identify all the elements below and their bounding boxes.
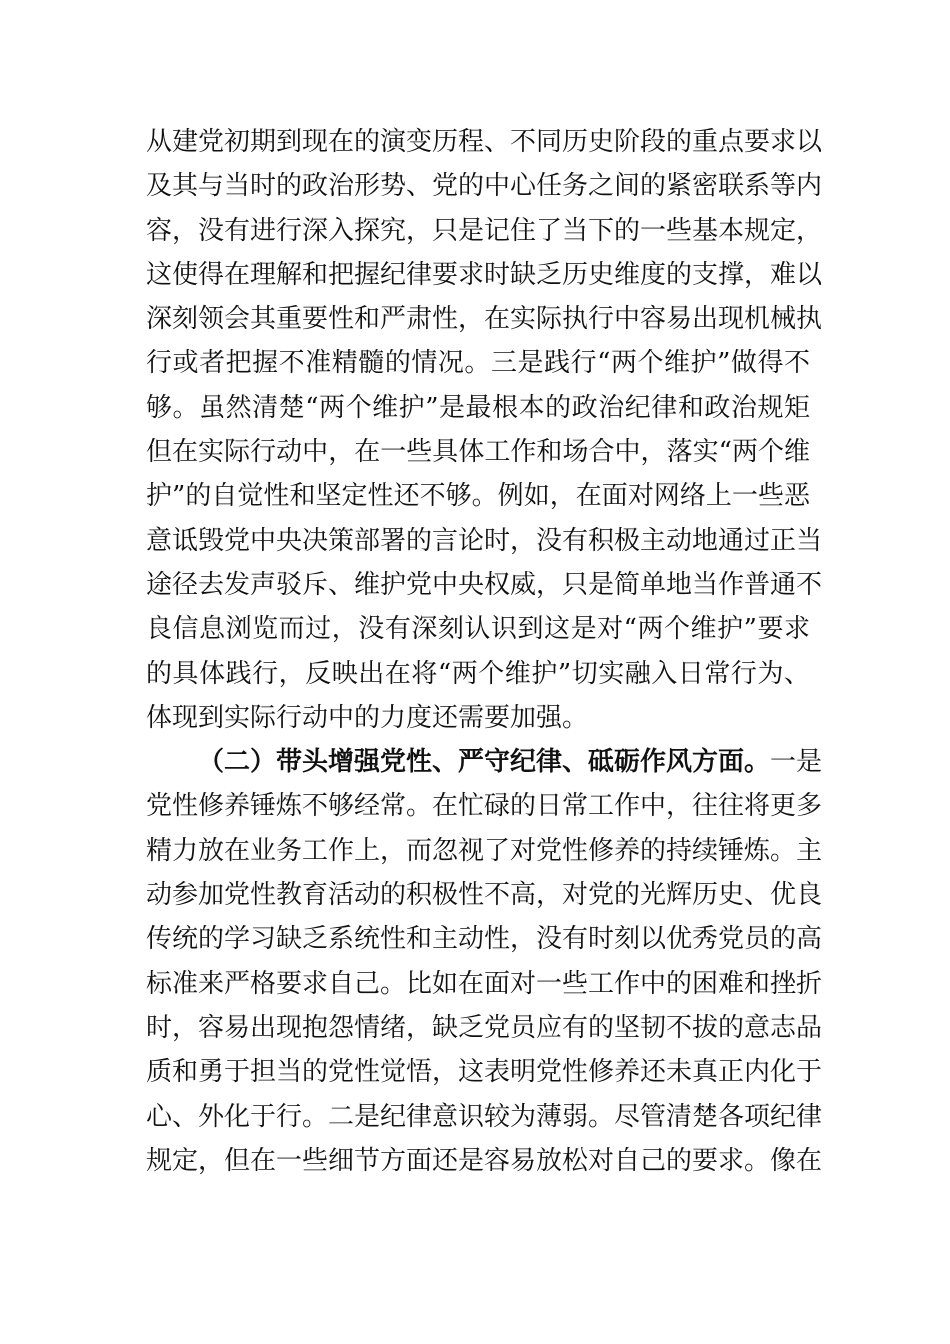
text-line: 规定，但在一些细节方面还是容易放松对自己的要求。像在 — [146, 1145, 823, 1176]
text-line: 途径去发声驳斥、维护党中央权威，只是简单地当作普通不 — [146, 569, 823, 600]
text-line: 良信息浏览而过，没有深刻认识到这是对“两个维护”要求 — [146, 614, 810, 645]
text-run: 一是 — [770, 747, 823, 778]
text-line: 的具体践行，反映出在将“两个维护”切实融入日常行为、 — [146, 658, 810, 689]
section-heading-line — [146, 740, 823, 784]
text-line: 够。虽然清楚“两个维护”是最根本的政治纪律和政治规矩 — [146, 392, 810, 423]
text-line: 从建党初期到现在的演变历程、不同历史阶段的重点要求以 — [146, 127, 823, 157]
document-body — [146, 120, 823, 1183]
text-line: 意诋毁党中央决策部署的言论时，没有积极主动地通过正当 — [146, 525, 823, 556]
text-line: 护”的自觉性和坚定性还不够。例如，在面对网络上一些恶 — [146, 481, 810, 512]
section-heading: （二）带头增强党性、严守纪律、砥砺作风方面。 — [198, 747, 771, 778]
text-line: 质和勇于担当的党性觉悟，这表明党性修养还未真正内化于 — [146, 1057, 823, 1088]
text-line: 标准来严格要求自己。比如在面对一些工作中的困难和挫折 — [146, 968, 823, 999]
text-line: 行或者把握不准精髓的情况。三是践行“两个维护”做得不 — [146, 348, 810, 379]
text-line: 时，容易出现抱怨情绪，缺乏党员应有的坚韧不拔的意志品 — [146, 1012, 823, 1043]
text-line: 动参加党性教育活动的积极性不高，对党的光辉历史、优良 — [146, 880, 823, 911]
text-line: 体现到实际行动中的力度还需要加强。 — [146, 702, 589, 733]
text-line: 传统的学习缺乏系统性和主动性，没有时刻以优秀党员的高 — [146, 924, 823, 955]
text-line: 心、外化于行。二是纪律意识较为薄弱。尽管清楚各项纪律 — [146, 1101, 823, 1132]
text-line: 党性修养锤炼不够经常。在忙碌的日常工作中，往往将更多 — [146, 791, 823, 822]
text-line: 但在实际行动中，在一些具体工作和场合中，落实“两个维 — [146, 437, 810, 468]
text-line: 这使得在理解和把握纪律要求时缺乏历史维度的支撑，难以 — [146, 259, 823, 290]
text-line: 精力放在业务工作上，而忽视了对党性修养的持续锤炼。主 — [146, 835, 823, 866]
text-line: 深刻领会其重要性和严肃性，在实际执行中容易出现机械执 — [146, 304, 823, 335]
text-line: 及其与当时的政治形势、党的中心任务之间的紧密联系等内 — [146, 171, 823, 202]
text-line: 容，没有进行深入探究，只是记住了当下的一些基本规定， — [146, 215, 823, 246]
